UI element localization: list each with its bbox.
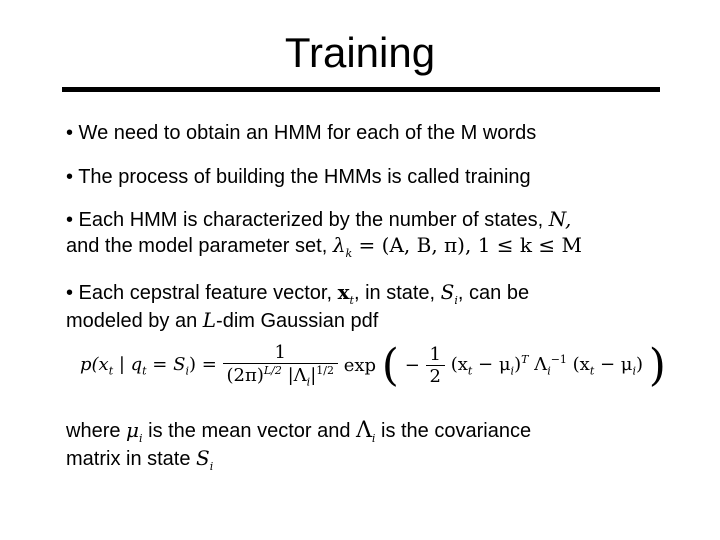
eq-quadratic: $(x_t - \mu_i)^T$ $\Lambda_i^{-1}$ $(x_t - \mu_i)$	[450, 353, 644, 378]
title-divider	[62, 87, 660, 92]
math-L: L	[202, 308, 217, 332]
bullet-1: • We need to obtain an HMM for each of the M words	[66, 122, 537, 144]
bullet-3	[66, 207, 571, 232]
math-S: S	[440, 280, 455, 304]
math-N: N,	[548, 207, 572, 231]
math-S-state: S	[196, 446, 210, 470]
math-S-sub: i	[454, 294, 458, 307]
math-x-sub: t	[349, 294, 354, 307]
eq-minus: −	[404, 355, 420, 376]
gaussian-pdf-equation	[80, 340, 680, 400]
math-x: x	[337, 280, 350, 304]
eq-fraction-2: $\frac{1}{2}$	[426, 344, 445, 387]
math-Lambda-sub: i	[371, 432, 376, 445]
bullet-4-text-b: , in state,	[353, 282, 441, 304]
math-param-set-rhs: = (A, B, π), 1 ≤ k ≤ M	[352, 233, 582, 257]
where-text-a: where	[66, 420, 127, 442]
math-mu: μ	[126, 418, 140, 442]
bullet-4-cont-text-b: -dim Gaussian pdf	[216, 310, 379, 332]
where-text-b: is the mean vector and	[142, 420, 357, 442]
math-lambda-sub: k	[345, 247, 353, 260]
bullet-3-cont-text: and the model parameter set,	[66, 235, 333, 257]
math-S-state-sub: i	[209, 460, 214, 473]
bullet-3-text: • Each HMM is characterized by the number of states,	[66, 209, 549, 231]
where-line-2	[66, 446, 213, 479]
eq-fraction-1: $\frac{1}{(2\pi)^{L/2} |\Lambda_i|^{1/2}}$	[223, 342, 338, 389]
bullet-4-cont-text-a: modeled by an	[66, 310, 203, 332]
eq-left-paren: (	[381, 340, 399, 391]
math-lambda: λ	[332, 233, 346, 257]
math-Lambda: Λ	[356, 418, 372, 443]
where-text-d: matrix in state	[66, 448, 197, 470]
math-mu-sub: i	[139, 432, 143, 445]
eq-right-paren: )	[648, 340, 666, 391]
bullet-3-cont	[66, 233, 582, 266]
where-text-c: is the covariance	[375, 420, 532, 442]
slide-title: Training	[284, 29, 436, 76]
eq-lhs: $p(x_t$ | $q_t = S_i$) =	[80, 353, 223, 378]
bullet-2: • The process of building the HMMs is called training	[66, 166, 531, 188]
bullet-4-text-a: • Each cepstral feature vector,	[66, 282, 338, 304]
bullet-4-cont	[66, 308, 378, 333]
bullet-4-text-c: , can be	[457, 282, 530, 304]
eq-exp: exp	[343, 355, 377, 376]
